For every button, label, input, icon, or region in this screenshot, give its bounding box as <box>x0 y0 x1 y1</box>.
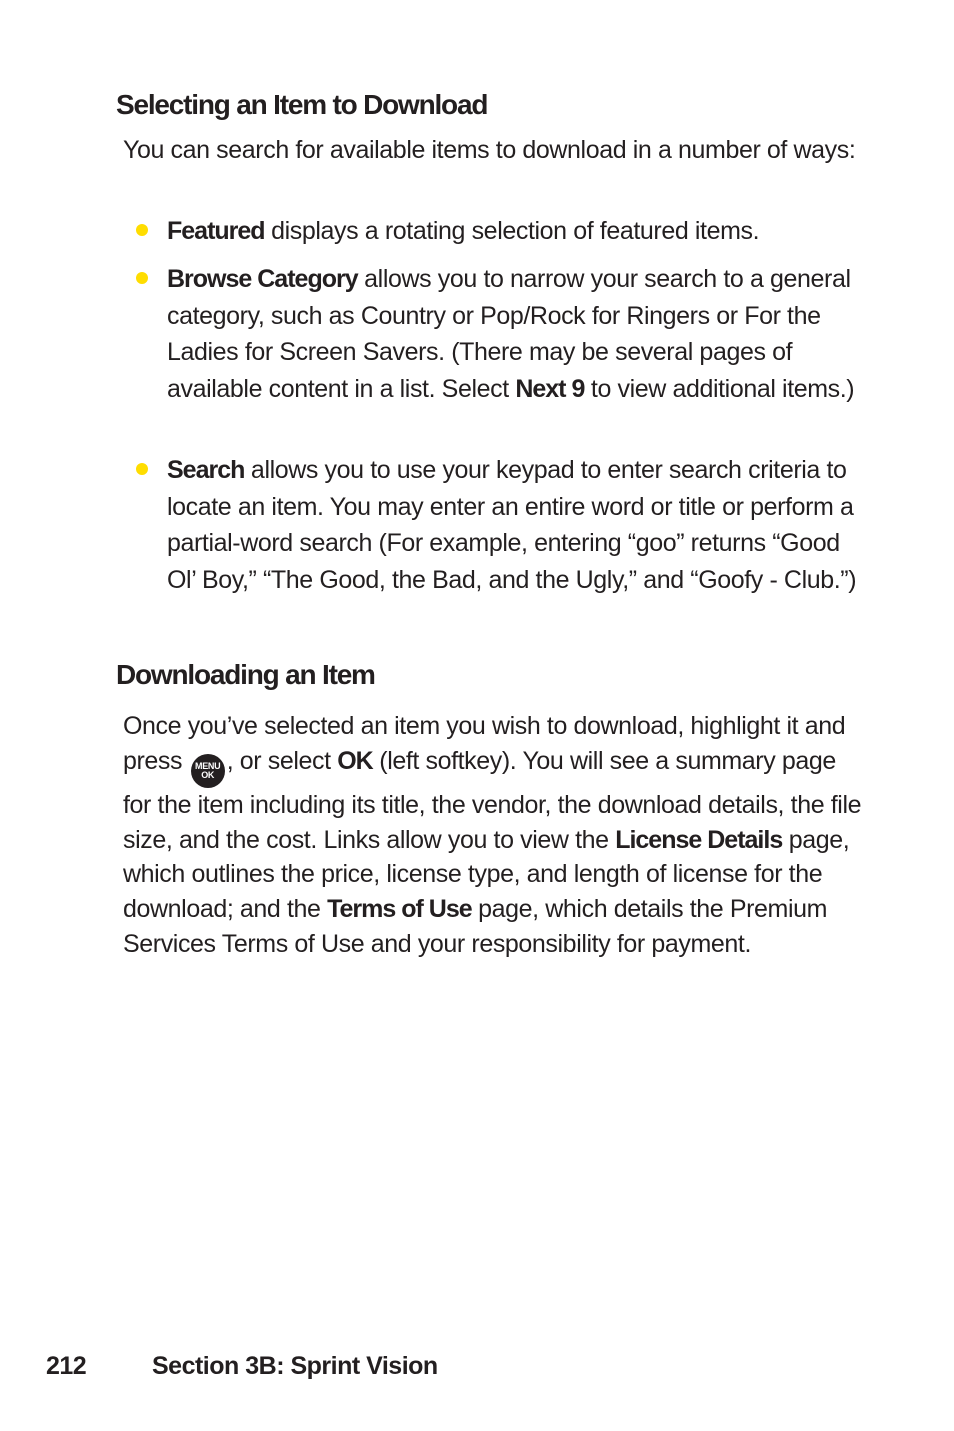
list-item-featured <box>167 213 867 250</box>
download-text-part5: page, which details the Premium Services Terms of Use and your responsibility for payment. <box>123 895 828 958</box>
page-footer <box>0 1349 954 1383</box>
term-search: Search <box>167 456 245 484</box>
download-text-part2: , or select <box>226 746 338 775</box>
search-description: allows you to use your keypad to enter search criteria to locate an item. You may enter an entire word or title or perform a partial-word search (For example, entering “goo” returns “Good Ol’ Boy,” “The Good, the Bad, and the Ugly,” and “Goofy - Club.”) <box>167 456 857 594</box>
list-item-search <box>167 452 867 598</box>
browse-description-part1: allows you to narrow your search to a general category, such as Country or Pop/Rock for Ringers or For the Ladies for Screen Savers. (There may be several pages of available content in a list. Select <box>167 265 851 403</box>
ok-key-label: OK <box>201 769 215 780</box>
featured-description: displays a rotating selection of featured items. <box>264 217 760 245</box>
softkey-next-9: Next 9 <box>515 374 585 403</box>
list-item-browse-category <box>167 261 867 407</box>
bullet-icon <box>136 463 148 475</box>
downloading-paragraph <box>123 709 863 962</box>
page-number: 212 <box>46 1352 87 1380</box>
section-heading-downloading: Downloading an Item <box>116 659 375 690</box>
download-text-part3: (left softkey). You will see a summary page for the item including its title, the vendor, the download details, the file size, and the cost. Links allow you to view the <box>123 746 862 854</box>
bullet-icon <box>136 224 148 236</box>
softkey-ok: OK <box>337 746 373 775</box>
browse-description-part2: to view additional items.) <box>584 374 855 403</box>
bullet-icon <box>136 272 148 284</box>
intro-paragraph: You can search for available items to download in a number of ways: <box>123 136 856 164</box>
term-terms-of-use: Terms of Use <box>327 895 472 924</box>
section-title: Section 3B: Sprint Vision <box>152 1352 438 1380</box>
menu-ok-key-icon <box>191 754 225 788</box>
term-browse-category: Browse Category <box>167 265 358 293</box>
term-featured: Featured <box>167 217 265 245</box>
download-text-part4: page, which outlines the price, license type, and length of license for the download; and the <box>123 825 850 924</box>
term-license-details: License Details <box>615 825 783 854</box>
menu-key-label: MENU <box>195 760 221 771</box>
section-heading-selecting: Selecting an Item to Download <box>116 89 488 120</box>
download-text-part1: Once you’ve selected an item you wish to download, highlight it and press <box>123 712 846 775</box>
